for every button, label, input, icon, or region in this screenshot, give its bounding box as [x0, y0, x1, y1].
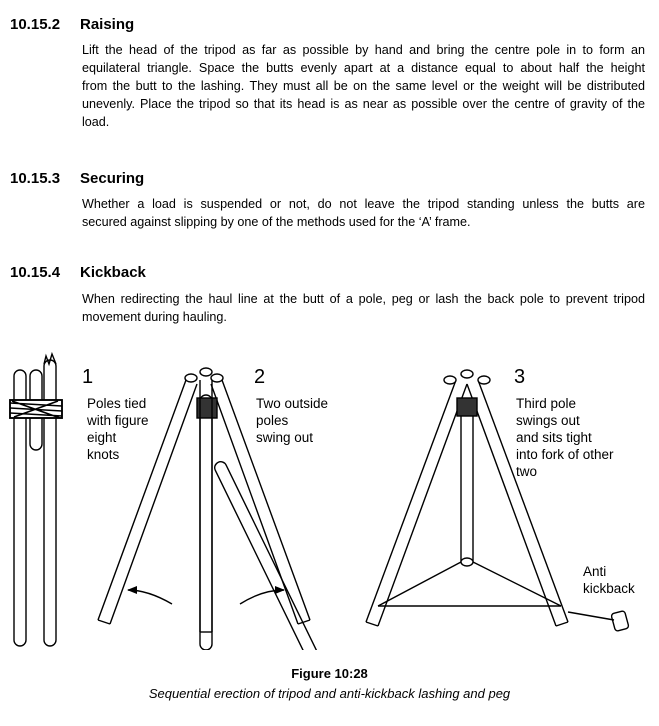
body-line: Whether a load is suspended or not, do not leave the tripod standing unless the butts are: [82, 197, 645, 211]
body-line: Lift the head of the tripod as far as possible by hand and bring the centre pole in to form an: [82, 43, 645, 57]
body-line: secured against slipping by one of the methods used for the ‘A’ frame.: [82, 215, 471, 229]
step-2-number: 2: [254, 366, 266, 388]
caption-line: into fork of other: [516, 447, 614, 462]
section-heading: [10, 264, 146, 281]
step-3-caption: [516, 395, 614, 480]
caption-line: poles: [256, 413, 289, 428]
tripod-figure: [0, 350, 659, 650]
body-line: When redirecting the haul line at the butt of a pole, peg or lash the back pole to prevent tripod: [82, 292, 645, 306]
poles-lashed-illustration: [10, 354, 62, 646]
section-title: Securing: [80, 170, 145, 187]
section-title: Raising: [80, 16, 135, 33]
section-body: [82, 290, 645, 326]
caption-line: Two outside: [256, 396, 329, 411]
caption-line: swings out: [516, 413, 580, 428]
caption-line: Anti: [583, 564, 607, 579]
step-3-number: 3: [514, 366, 526, 388]
step-2-caption: [256, 395, 328, 446]
caption-line: and sits tight: [516, 430, 592, 445]
body-line: unevenly. Place the tripod so that its head is as near as possible over the centre of gravity of the: [82, 97, 645, 111]
section-title: Kickback: [80, 264, 146, 281]
figure-title: Figure 10:28: [291, 666, 368, 681]
body-line: equilateral triangle. Space the butts evenly apart at a distance equal to about half the height: [82, 61, 645, 75]
step-1-number: 1: [82, 366, 94, 388]
anti-kickback-label: [583, 563, 635, 597]
section-body: [82, 41, 645, 131]
caption-line: kickback: [583, 581, 635, 596]
body-line: from the butt to the lashing. They must all be on the same level or the weight will be distributed: [82, 79, 645, 93]
step-1-caption: [87, 395, 149, 463]
section-number: 10.15.2: [10, 16, 61, 33]
caption-line: with figure: [87, 413, 149, 428]
caption-line: Third pole: [516, 396, 577, 411]
section-body: [82, 195, 645, 231]
caption-line: two: [516, 464, 538, 479]
caption-line: eight: [87, 430, 117, 445]
body-line: load.: [82, 115, 110, 129]
section-heading: [10, 170, 144, 187]
swing-left-arrow: [128, 590, 172, 604]
caption-line: Poles tied: [87, 396, 147, 411]
section-number: 10.15.3: [10, 170, 61, 187]
section-number: 10.15.4: [10, 264, 61, 281]
body-line: movement during hauling.: [82, 310, 227, 324]
caption-line: swing out: [256, 430, 314, 445]
figure-caption: Sequential erection of tripod and anti-kickback lashing and peg: [148, 686, 511, 701]
caption-line: knots: [87, 447, 120, 462]
section-heading: [10, 16, 134, 33]
